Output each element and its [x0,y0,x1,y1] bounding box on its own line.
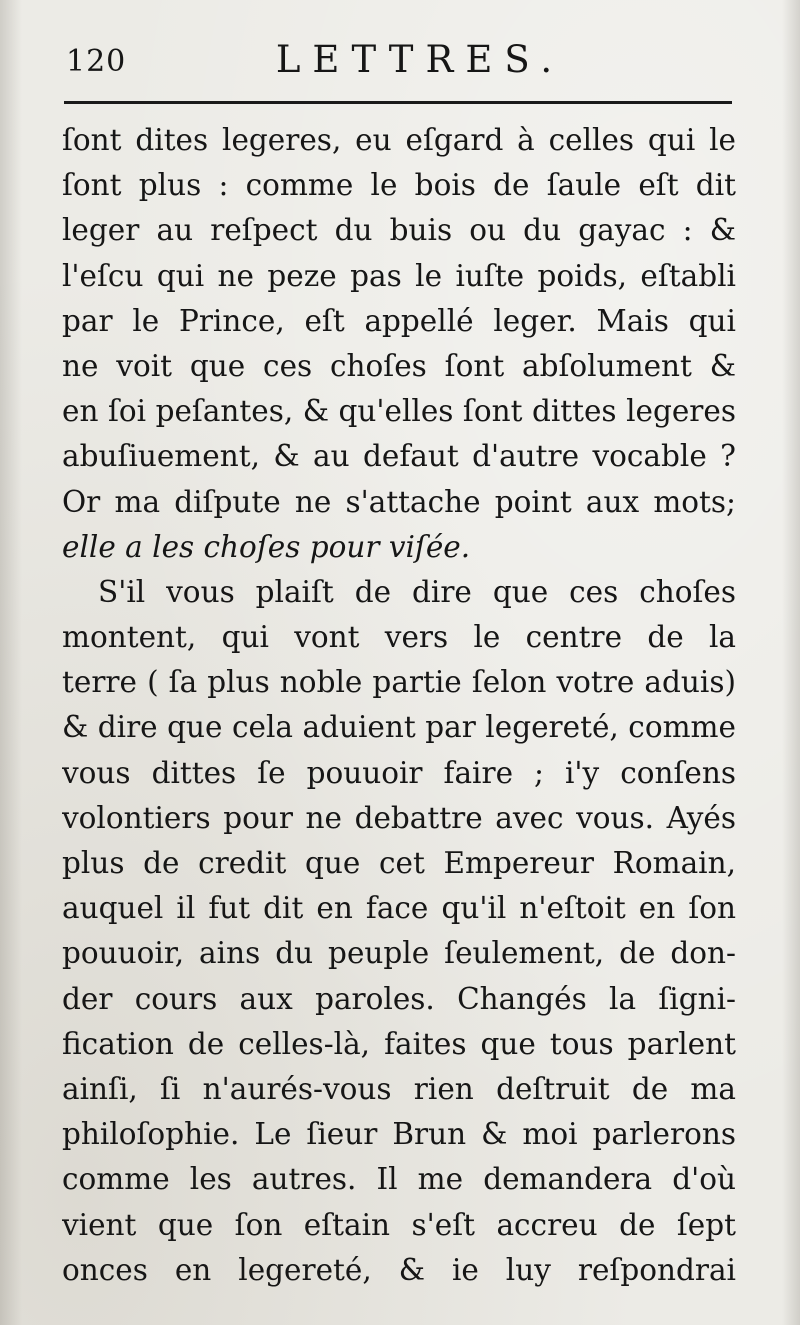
text-line: ſont dites legeres, eu eſgard à celles qui le [62,123,736,157]
page-header [60,38,740,88]
text-line: terre ( ſa plus noble partie ſelon votre aduis) [62,665,736,700]
page-edge-shadow-right [782,0,800,1325]
text-line: auquel il fut dit en face qu'il n'eſtoit en ſon [62,891,736,926]
text-line: volontiers pour ne debattre avec vous. Ayés [62,800,736,835]
text-line: der cours aux paroles. Changés la ſigni- [62,981,736,1016]
body-text [62,118,736,1293]
text-line: Or ma diſpute ne s'attache point aux mots; [62,484,736,519]
text-line: ne voit que ces choſes ſont abſolument & [62,348,736,383]
text-line: plus de credit que cet Empereur Romain, [62,846,736,880]
text-line: abuſiuement, & au defaut d'autre vocable ? [62,439,736,474]
text-line: fication de celles-là, faites que tous parlent [62,1026,736,1061]
text-line: onces en legereté, & ie luy reſpondrai [62,1252,736,1287]
text-line: ainſi, ſi n'aurés-vous rien deſtruit de ma [62,1071,736,1106]
text-line: ſont plus : comme le bois de ſaule eſt dit [62,168,736,203]
text-line: par le Prince, eſt appellé leger. Mais qui [62,303,736,338]
text-line: & dire que cela aduient par legereté, comme [62,710,736,745]
text-line: l'eſcu qui ne peze pas le iuſte poids, eſtabli [62,258,736,293]
text-line: philoſophie. Le ſieur Brun & moi parlerons [62,1117,736,1152]
page-number: 120 [66,44,127,79]
text-line: pouuoir, ains du peuple ſeulement, de don- [62,936,736,971]
page-edge-shadow-left [0,0,22,1325]
text-line: en ſoi peſantes, & qu'elles ſont dittes legeres [62,394,736,429]
paragraph-first-line: S'il vous plaiſt de dire que ces choſes [98,574,736,609]
text-line: vous dittes ſe pouuoir faire ; i'y conſens [62,755,736,790]
text-line: montent, qui vont vers le centre de la [62,620,736,655]
text-line: vient que ſon eſtain s'eſt accreu de ſept [62,1207,736,1242]
running-head: LETTRES. [275,38,565,81]
header-rule [64,101,732,104]
text-line: comme les autres. Il me demandera d'où [62,1162,736,1197]
text-line-italic: elle a les choſes pour viſée. [62,529,471,564]
text-line: leger au reſpect du buis ou du gayac : & [62,213,736,248]
